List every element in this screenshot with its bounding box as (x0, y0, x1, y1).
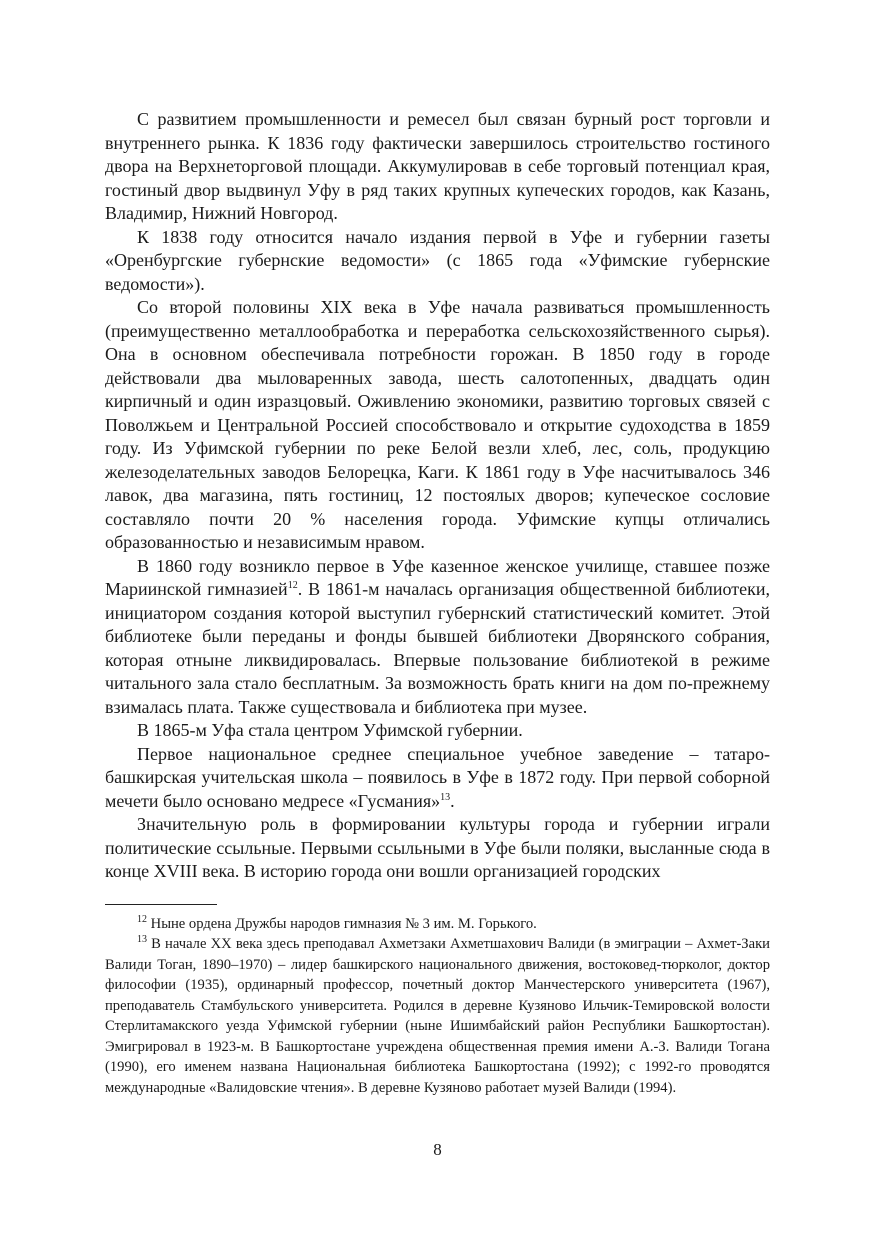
paragraph-2 (105, 226, 770, 297)
paragraph-text: В 1865-м Уфа стала центром Уфимской губернии. (137, 720, 523, 740)
paragraph-3 (105, 296, 770, 555)
paragraph-text: Со второй половины XIX века в Уфе начала развиваться промышленность (преимущественно металлообработка и переработка сельскохозяйственного сырья). Она в основном обеспечивала потребности горожан. В 1850 году в городе действовали два мыловаренных завода, шесть салотопенных, двадцать один кирпичный и один изразцовый. Оживлению экономики, развитию торговых связей с Поволжьем и Центральной Россией способствовало и открытие судоходства в 1859 году. Из Уфимской губернии по реке Белой везли хлеб, лес, соль, продукцию железоделательных заводов Белорецка, Каги. К 1861 году в Уфе насчитывалось 346 лавок, два магазина, пять гостиниц, 12 постоялых дворов; купеческое сословие составляло почти 20 % населения города. Уфимские купцы отличались образованностью и независимым нравом. (105, 297, 770, 552)
paragraph-5 (105, 719, 770, 743)
paragraph-text: Значительную роль в формировании культуры города и губернии играли политические ссыльные. Первыми ссыльными в Уфе были поляки, высланные сюда в конце XVIII века. В историю города они вошли организацией городских (105, 814, 770, 881)
paragraph-text: В 1860 году возникло первое в Уфе казенное женское училище, ставшее позже Мариинской гимназией (105, 555, 770, 599)
paragraph-4 (105, 555, 770, 720)
paragraph-text: С развитием промышленности и ремесел был связан бурный рост торговли и внутреннего рынка. К 1836 году фактически завершилось строительство гостиного двора на Верхнеторговой площади. Аккумулировав в себе торговый потенциал края, гостиный двор выдвинул Уфу в ряд таких крупных купеческих городов, как Казань, Владимир, Нижний Новгород. (105, 109, 770, 223)
paragraph-6 (105, 743, 770, 814)
paragraph-1 (105, 108, 770, 226)
footnote-divider (105, 904, 217, 905)
page (105, 108, 770, 1098)
main-text (105, 108, 770, 884)
paragraph-text-continued: . В 1861-м началась организация общественной библиотеки, инициатором создания которой выступил губернский статистический комитет. Этой библиотеке были переданы и фонды бывшей библиотеки Дворянского собрания, которая отныне ликвидировалась. Впервые пользование библиотекой в режиме читального зала стало бесплатным. За возможность брать книги на дом по-прежнему взималась плата. Также существовала и библиотека при музее. (105, 579, 770, 717)
footnote-ref-13[interactable]: 13 (440, 791, 451, 803)
footnote-mark: 12 (137, 913, 147, 925)
footnote-12 (105, 914, 770, 935)
paragraph-text: Первое национальное среднее специальное учебное заведение – татаро-башкирская учительская школа – появилось в Уфе в 1872 году. При первой соборной мечети было основано медресе «Гусмания» (105, 743, 770, 811)
footnote-text: Ныне ордена Дружбы народов гимназия № 3 им. М. Горького. (147, 915, 537, 932)
footnote-13 (105, 934, 770, 1098)
paragraph-text-continued: . (450, 790, 455, 811)
paragraph-text: К 1838 году относится начало издания первой в Уфе и губернии газеты «Оренбургские губернские ведомости» (с 1865 года «Уфимские губернские ведомости»). (105, 226, 770, 294)
footnote-mark: 13 (137, 934, 147, 946)
footnotes (105, 914, 770, 1099)
page-number: 8 (433, 1140, 442, 1159)
footnote-text: В начале XX века здесь преподавал Ахметзаки Ахметшахович Валиди (в эмиграции – Ахмет-Заки Валиди Тоган, 1890–1970) – лидер башкирского национального движения, востоковед-тюрколог, доктор философии (1935), ординарный профессор, почетный доктор Манчестерского университета (1967), преподаватель Стамбульского университета. Родился в деревне Кузяново Ильчик-Темировской волости Стерлитамакского уезда Уфимской губернии (ныне Ишимбайский район Республики Башкортостан). Эмигрировал в 1923-м. В Башкортостане учреждена общественная премия имени А.-З. Валиди Тогана (1990), его именем названа Национальная библиотека Башкортостана (1992); с 1992-го проводятся международные «Валидовские чтения». В деревне Кузяново работает музей Валиди (1994). (105, 936, 770, 1096)
footnote-ref-12[interactable]: 12 (287, 580, 298, 591)
paragraph-7 (105, 813, 770, 884)
